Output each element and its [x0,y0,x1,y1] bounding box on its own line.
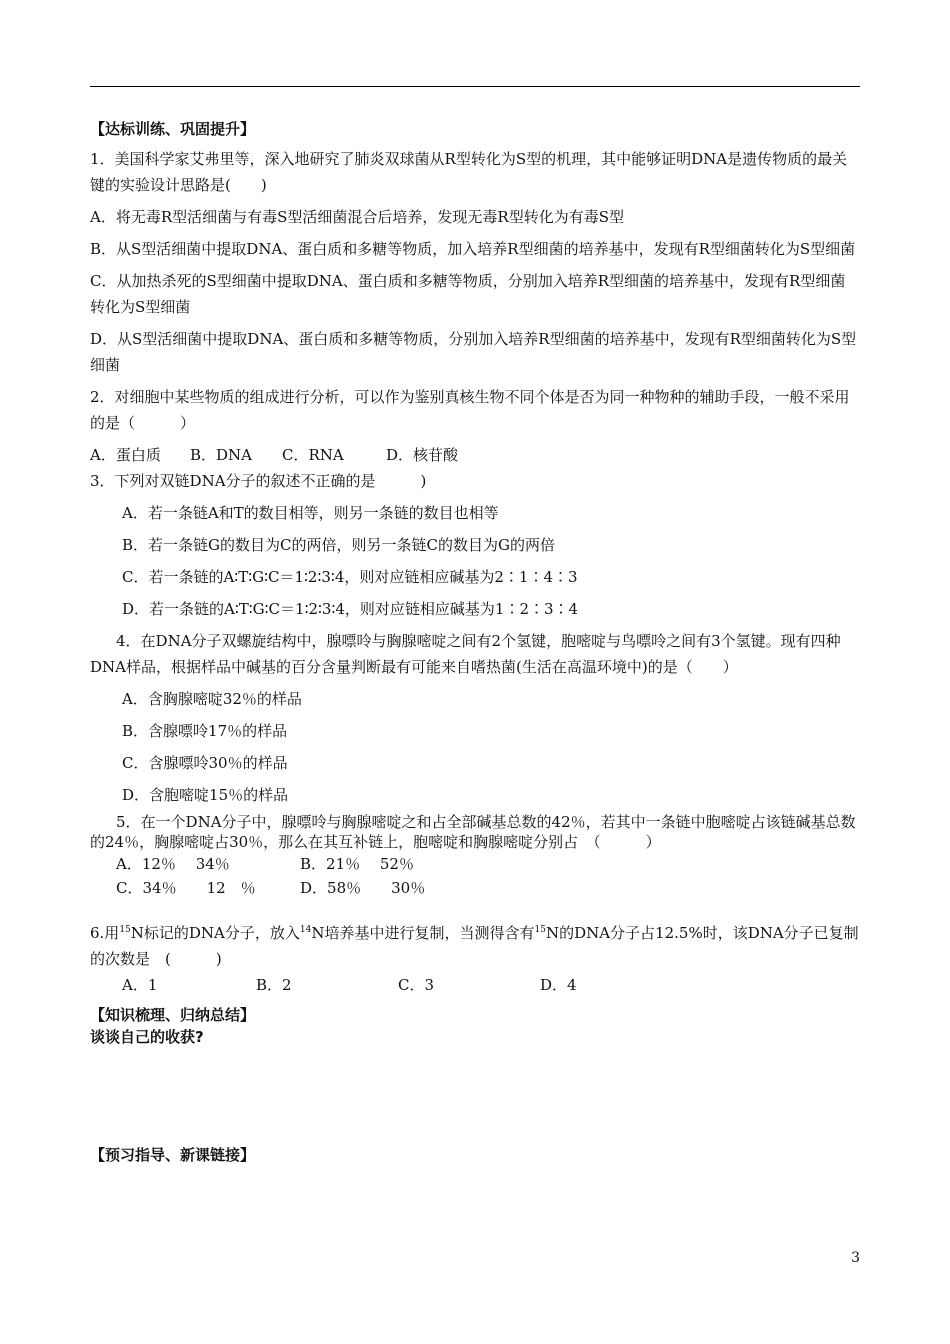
question-3-option-d: D．若一条链的A∶T∶G∶C＝1∶2∶3∶4，则对应链相应碱基为1∶2∶3∶4 [122,600,579,618]
question-4-option-d: D．含胞嘧啶15％的样品 [122,786,289,804]
question-3-option-a: A．若一条链A和T的数目相等，则另一条链的数目也相等 [122,504,499,522]
question-4 [90,628,860,808]
question-2-option-c: C．RNA [282,446,344,464]
question-5-stem: 5．在一个DNA分子中，腺嘌呤与胸腺嘧啶之和占全部碱基总数的42％，若其中一条链中胞嘧啶占该链碱基总数的24％，胸腺嘧啶占30％，那么在其互补链上，胞嘧啶和胸腺嘧啶分别占 （ ） [90,813,856,851]
question-6-option-d: D．4 [540,976,577,994]
question-6-options [90,972,860,998]
question-5-option-b: B．21％ 52％ [300,855,414,873]
question-4-option-c: C．含腺嘌呤30％的样品 [122,754,288,772]
question-4-option-b: B．含腺嘌呤17％的样品 [122,722,288,740]
question-1-option-a: A．将无毒R型活细菌与有毒S型活细菌混合后培养，发现无毒R型转化为有毒S型 [90,208,624,226]
question-3-stem: 3．下列对双链DNA分子的叙述不正确的是 ) [90,472,427,490]
question-6 [90,920,860,998]
question-5-option-c: C．34％ 12 ％ [116,879,256,897]
question-2 [90,384,860,468]
question-5-option-a: A．12％ 34％ [116,855,230,873]
question-3 [90,468,860,622]
question-4-option-a: A．含胸腺嘧啶32％的样品 [122,690,302,708]
question-6-option-a: A．1 [122,976,158,994]
question-1-stem: 1．美国科学家艾弗里等，深入地研究了肺炎双球菌从R型转化为S型的机理，其中能够证明DNA是遗传物质的最关键的实验设计思路是( ) [90,150,848,194]
question-1-option-b: B．从S型活细菌中提取DNA、蛋白质和多糖等物质，加入培养R型细菌的培养基中，发现有R型细菌转化为S型细菌 [90,240,856,258]
page-number: 3 [851,1250,860,1266]
question-2-stem: 2．对细胞中某些物质的组成进行分析，可以作为鉴别真核生物不同个体是否为同一种物种的辅助手段，一般不采用的是（ ） [90,388,850,432]
question-6-option-b: B．2 [256,976,292,994]
question-1-option-d: D．从S型活细菌中提取DNA、蛋白质和多糖等物质，分别加入培养R型细菌的培养基中，发现有R型细菌转化为S型细菌 [90,330,857,374]
question-1 [90,146,860,378]
question-2-options [90,442,860,468]
section-heading-practice: 【达标训练、巩固提升】 [90,120,256,138]
reflection-prompt: 谈谈自己的收获? [90,1028,204,1046]
question-2-option-b: B．DNA [190,446,253,464]
question-6-stem: 6.用$^{15}$N标记的DNA分子，放入$^{14}$N培养基中进行复制，当测得含有$^{15}$N的DNA分子占12.5%时，该DNA分子已复制的次数是 ( ) [90,924,859,968]
question-1-option-c: C．从加热杀死的S型细菌中提取DNA、蛋白质和多糖等物质，分别加入培养R型细菌的培养基中，发现有R型细菌转化为S型细菌 [90,272,846,316]
question-5 [90,812,860,900]
question-5-options-row-1 [90,852,860,876]
section-heading-preview: 【预习指导、新课链接】 [90,1146,256,1164]
question-2-option-a: A．蛋白质 [90,446,161,464]
question-3-option-b: B．若一条链G的数目为C的两倍，则另一条链C的数目为G的两倍 [122,536,555,554]
question-5-option-d: D．58％ 30％ [300,879,426,897]
question-4-stem: 4．在DNA分子双螺旋结构中，腺嘌呤与胸腺嘧啶之间有2个氢键，胞嘧啶与鸟嘌呤之间有3个氢键。现有四种DNA样品，根据样品中碱基的百分含量判断最有可能来自嗜热菌(生活在高温环境中)的是（ ） [90,632,841,676]
question-2-option-d: D．核苷酸 [386,446,459,464]
header-rule [90,86,860,87]
question-3-option-c: C．若一条链的A∶T∶G∶C＝1∶2∶3∶4，则对应链相应碱基为2∶1∶4∶3 [122,568,578,586]
worksheet-page [90,118,860,1166]
section-heading-summary: 【知识梳理、归纳总结】 [90,1006,256,1024]
question-6-option-c: C．3 [398,976,435,994]
question-5-options-row-2 [90,876,860,900]
